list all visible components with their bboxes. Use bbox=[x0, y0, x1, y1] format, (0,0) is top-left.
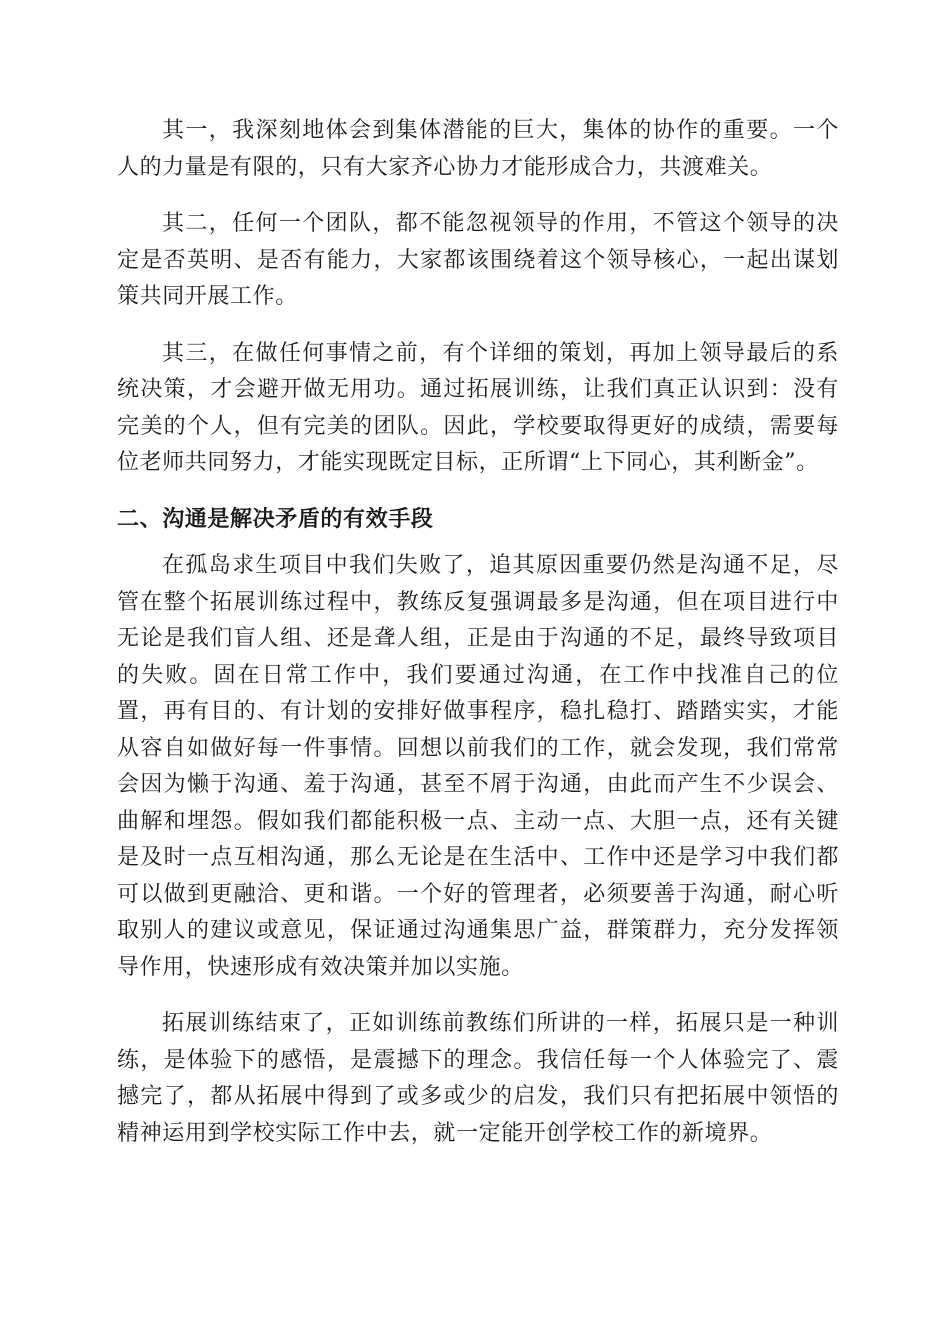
paragraph-3: 其三，在做任何事情之前，有个详细的策划，再加上领导最后的系统决策，才会避开做无用功。通过拓展训练，让我们真正认识到：没有完美的个人，但有完美的团队。因此，学校要取得更好的成绩，需要每位老师共同努力，才能实现既定目标，正所谓“上下同心，其利断金”。 bbox=[117, 340, 839, 475]
paragraph-4: 在孤岛求生项目中我们失败了，追其原因重要仍然是沟通不足，尽管在整个拓展训练过程中，教练反复强调最多是沟通，但在项目进行中无论是我们盲人组、还是聋人组，正是由于沟通的不足，最终导致项目的失败。固在日常工作中，我们要通过沟通，在工作中找准自己的位置，再有目的、有计划的安排好做事程序，稳扎稳打、踏踏实实，才能从容自如做好每一件事情。回想以前我们的工作，就会发现，我们常常会因为懒于沟通、羞于沟通，甚至不屑于沟通，由此而产生不少误会、曲解和埋怨。假如我们都能积极一点、主动一点、大胆一点，还有关键是及时一点互相沟通，那么无论是在生活中、工作中还是学习中我们都可以做到更融洽、更和谐。一个好的管理者，必须要善于沟通，耐心听取别人的建议或意见，保证通过沟通集思广益，群策群力，充分发挥领导作用，快速形成有效决策并加以实施。 bbox=[117, 553, 839, 980]
section-heading: 二、沟通是解决矛盾的有效手段 bbox=[117, 506, 434, 532]
paragraph-spacer bbox=[117, 986, 839, 1006]
paragraph-2: 其二，任何一个团队，都不能忽视领导的作用，不管这个领导的决定是否英明、是否有能力，大家都该围绕着这个领导核心，一起出谋划策共同开展工作。 bbox=[117, 211, 839, 309]
paragraph-1: 其一，我深刻地体会到集体潜能的巨大，集体的协作的重要。一个人的力量是有限的，只有大家齐心协力才能形成合力，共渡难关。 bbox=[117, 118, 839, 180]
document-page bbox=[117, 113, 839, 1152]
paragraph-5: 拓展训练结束了，正如训练前教练们所讲的一样，拓展只是一种训练，是体验下的感悟，是震撼下的理念。我信任每一个人体验完了、震撼完了，都从拓展中得到了或多或少的启发，我们只有把拓展中领悟的精神运用到学校实际工作中去，就一定能开创学校工作的新境界。 bbox=[117, 1011, 839, 1146]
paragraph-spacer bbox=[117, 316, 839, 336]
heading-spacer bbox=[117, 538, 839, 548]
paragraph-spacer bbox=[117, 482, 839, 502]
paragraph-spacer bbox=[117, 186, 839, 206]
